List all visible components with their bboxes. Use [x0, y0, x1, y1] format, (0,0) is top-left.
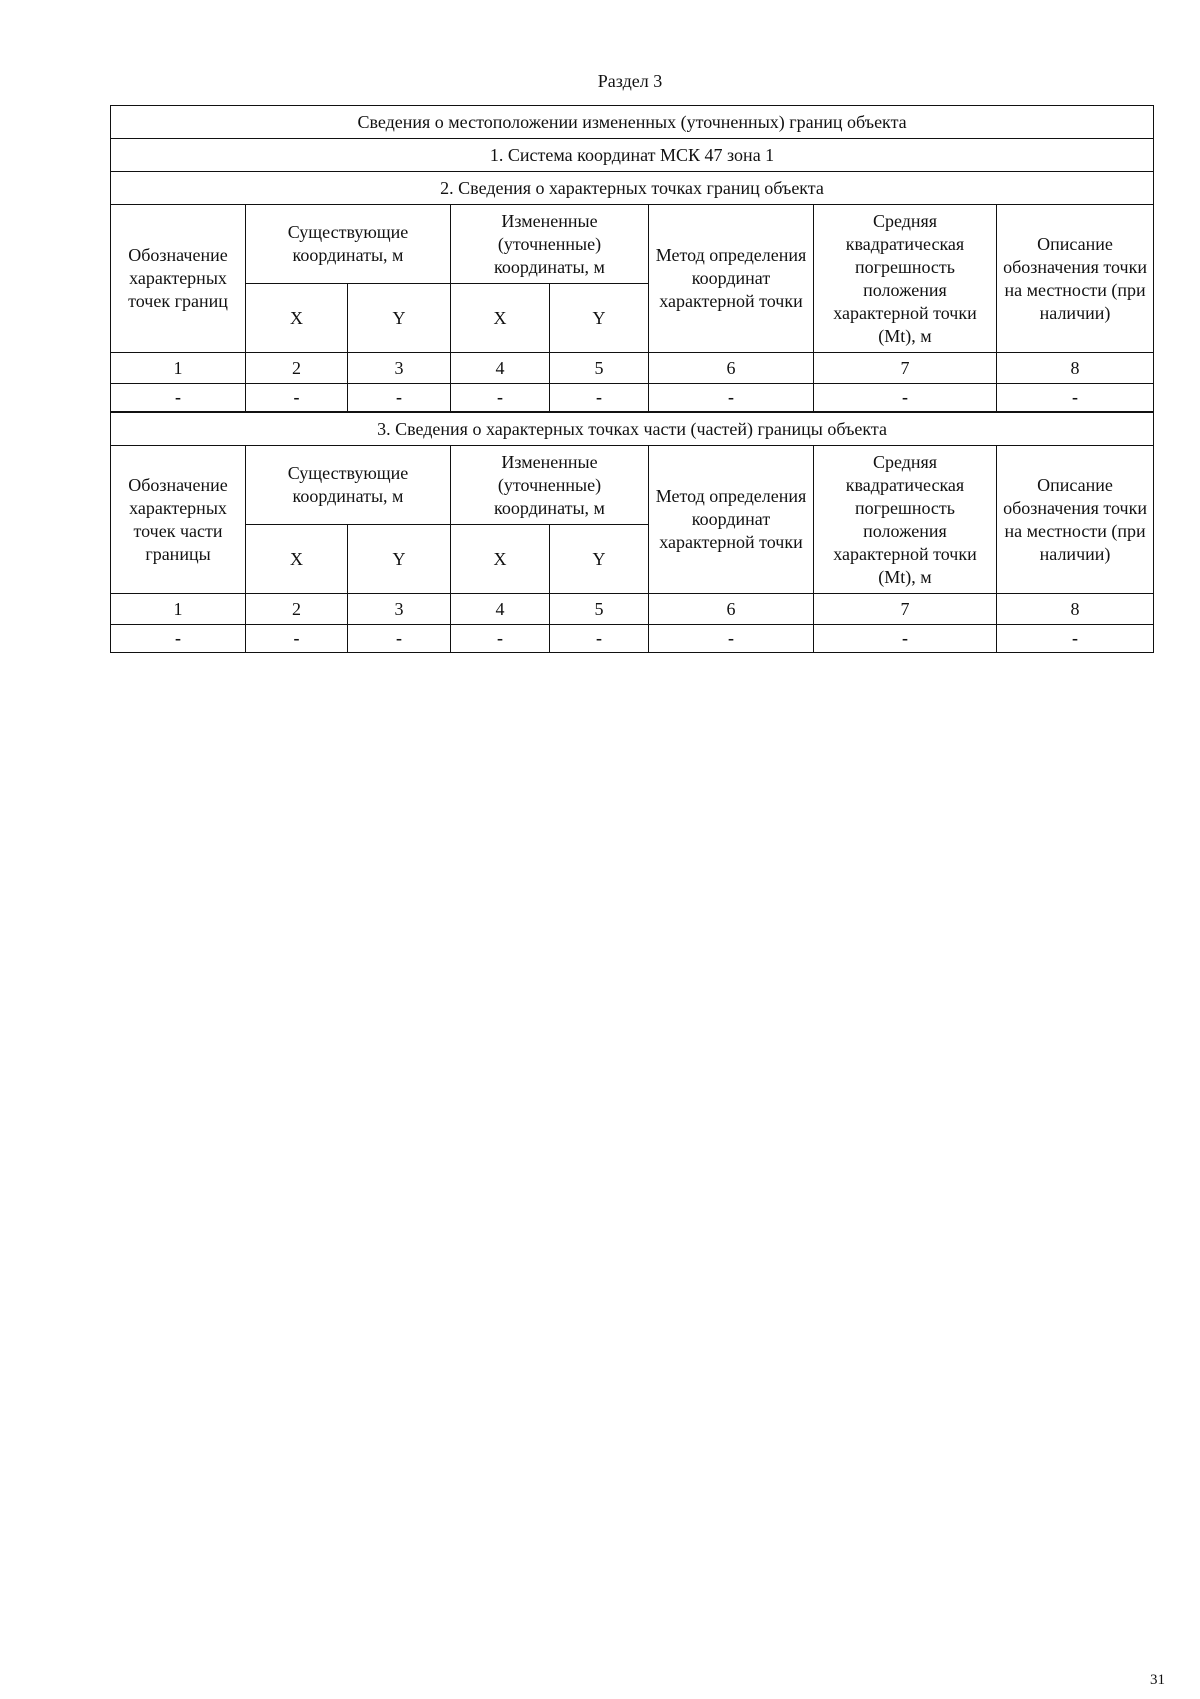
header-changed-y: Y — [550, 525, 649, 594]
column-number: 2 — [246, 353, 348, 384]
table-cell: - — [649, 384, 814, 413]
table-cell: - — [997, 625, 1154, 653]
column-number: 4 — [451, 594, 550, 625]
table-cell: - — [348, 384, 451, 413]
table-cell: - — [111, 625, 246, 653]
header-existing-y: Y — [348, 525, 451, 594]
column-number: 6 — [649, 353, 814, 384]
part2-title: 2. Сведения о характерных точках границ объекта — [111, 172, 1154, 205]
header-existing-coords: Существующие координаты, м — [246, 205, 451, 284]
header-changed-x: X — [451, 284, 550, 353]
page-number: 31 — [1150, 1672, 1165, 1688]
header-changed-coords: Измененные (уточненные) координаты, м — [451, 446, 649, 525]
header-description: Описание обозначения точки на местности (при наличии) — [997, 205, 1154, 353]
part3-title-row — [111, 412, 1154, 446]
column-number: 1 — [111, 594, 246, 625]
header-description: Описание обозначения точки на местности (при наличии) — [997, 446, 1154, 594]
part2-title-row — [111, 172, 1154, 205]
column-number: 8 — [997, 594, 1154, 625]
table-row — [111, 625, 1154, 653]
header-designation: Обозначение характерных точек части границы — [111, 446, 246, 594]
part2-header-row — [111, 205, 1154, 284]
table-cell: - — [649, 625, 814, 653]
header-error: Средняя квадратическая погрешность положения характерной точки (Mt), м — [814, 446, 997, 594]
table-cell: - — [246, 625, 348, 653]
column-number: 1 — [111, 353, 246, 384]
table-cell: - — [550, 384, 649, 413]
boundary-coordinates-table — [110, 105, 1154, 653]
table-cell: - — [451, 625, 550, 653]
column-number: 7 — [814, 353, 997, 384]
column-number: 2 — [246, 594, 348, 625]
column-number: 7 — [814, 594, 997, 625]
part3-title: 3. Сведения о характерных точках части (частей) границы объекта — [111, 412, 1154, 446]
column-number: 6 — [649, 594, 814, 625]
column-number: 5 — [550, 594, 649, 625]
table-cell: - — [997, 384, 1154, 413]
table-title: Сведения о местоположении измененных (уточненных) границ объекта — [111, 106, 1154, 139]
header-existing-coords: Существующие координаты, м — [246, 446, 451, 525]
header-existing-y: Y — [348, 284, 451, 353]
table-row — [111, 384, 1154, 413]
table-cell: - — [111, 384, 246, 413]
header-error: Средняя квадратическая погрешность положения характерной точки (Mt), м — [814, 205, 997, 353]
header-method: Метод определения координат характерной точки — [649, 446, 814, 594]
header-method: Метод определения координат характерной точки — [649, 205, 814, 353]
part3-header-row — [111, 446, 1154, 525]
coord-system: 1. Система координат МСК 47 зона 1 — [111, 139, 1154, 172]
header-changed-y: Y — [550, 284, 649, 353]
header-changed-coords: Измененные (уточненные) координаты, м — [451, 205, 649, 284]
table-cell: - — [550, 625, 649, 653]
part2-numbers-row — [111, 353, 1154, 384]
table-cell: - — [451, 384, 550, 413]
header-existing-x: X — [246, 525, 348, 594]
header-changed-x: X — [451, 525, 550, 594]
table-title-row — [111, 106, 1154, 139]
coord-system-row — [111, 139, 1154, 172]
column-number: 3 — [348, 353, 451, 384]
table-cell: - — [246, 384, 348, 413]
table-cell: - — [814, 625, 997, 653]
table-cell: - — [814, 384, 997, 413]
column-number: 5 — [550, 353, 649, 384]
part3-numbers-row — [111, 594, 1154, 625]
column-number: 8 — [997, 353, 1154, 384]
header-designation: Обозначение характерных точек границ — [111, 205, 246, 353]
header-existing-x: X — [246, 284, 348, 353]
table-cell: - — [348, 625, 451, 653]
column-number: 4 — [451, 353, 550, 384]
column-number: 3 — [348, 594, 451, 625]
section-title: Раздел 3 — [597, 71, 663, 91]
